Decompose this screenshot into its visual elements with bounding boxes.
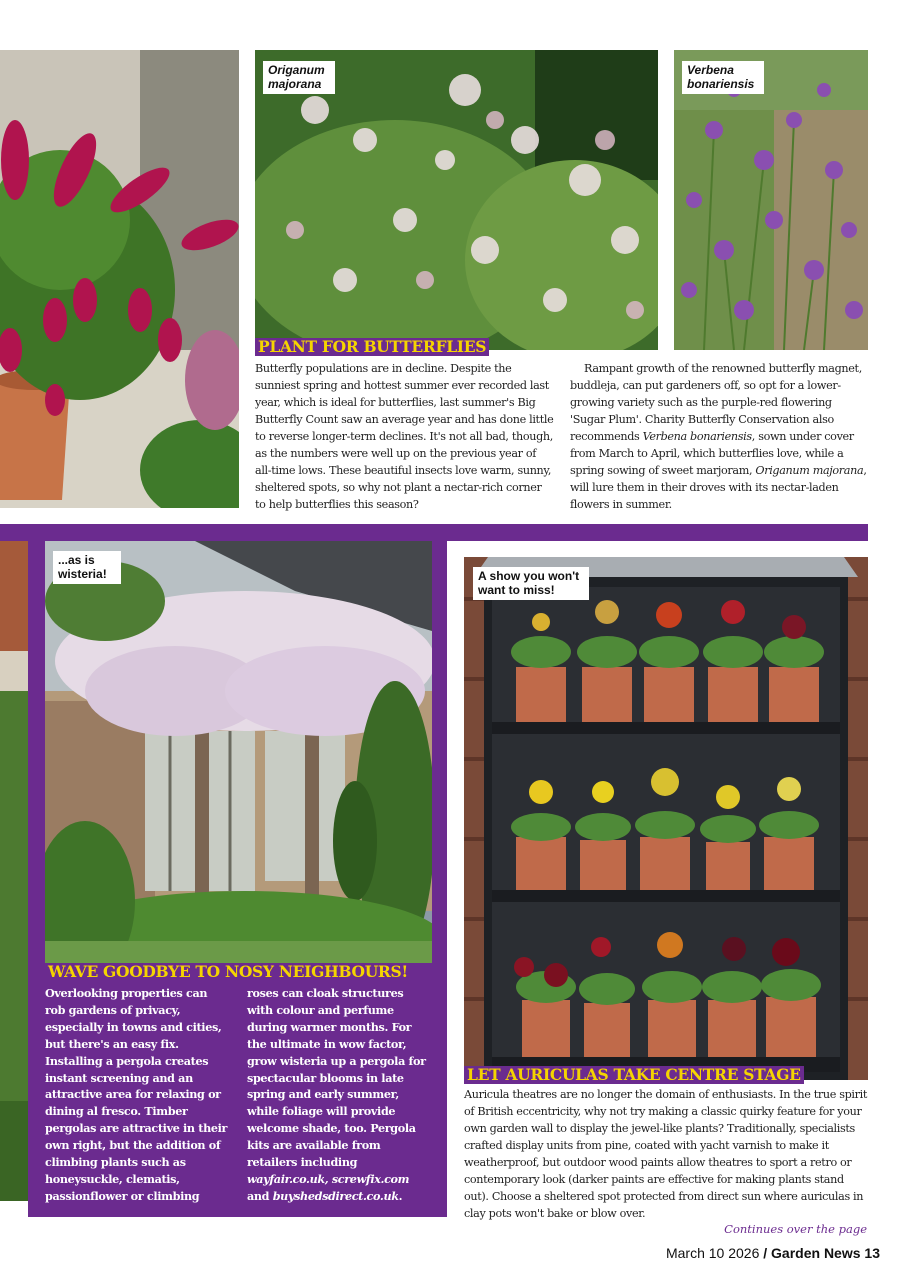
wisteria-col2-body: roses can cloak structures with colour and perfume during warmer months. For the ultimate in wow factor, grow wisteria up a pergola for spectacular blooms in late spring and early summer, while foliage will provide welcome shade, too. Pergola kits are available from retailers including [247,986,426,1170]
wisteria-col2-end: . [398,1188,403,1203]
butterflies-col2-part3: , will lure them in their droves with its nectar-laden flowers in summer. [570,464,867,511]
wisteria-headline: WAVE GOODBYE TO NOSY NEIGHBOURS! [45,963,411,981]
wisteria-col1 [45,985,230,1205]
auricula-theatre-photo [464,557,868,1080]
butterflies-col1 [255,360,555,513]
auricula-body [464,1086,868,1222]
wisteria-col2-and: and [247,1188,273,1203]
butterflies-col2-em1: Verbena bonariensis [642,430,752,443]
publication-name: Garden News [771,1245,861,1261]
footer-separator: / [763,1245,768,1261]
butterflies-col2-part1: Rampant growth of the renowned butterfly magnet, buddleja, can put gardeners off, so opt for a lower-growing variety such as the purple-red flowering 'Sugar Plum'. Charity Butterfly Conservation also recommends [570,362,862,443]
verbena-photo [674,50,868,350]
wisteria-col2 [247,985,432,1205]
wisteria-caption: ...as is wisteria! [53,551,121,584]
continues-note: Continues over the page [724,1222,867,1236]
verbena-caption: Verbena bonariensis [682,61,764,94]
origanum-photo [255,50,658,350]
auricula-body-text: Auricula theatres are no longer the domain of enthusiasts. In the true spirit of British eccentricity, why not try making a classic quirky feature for your own garden wall to display the jewel-like plants? Traditionally, specialists crafted display units from pine, coated with yacht varnish to make it weatherproof, but outdoor wood paints allow theatres to sport a retro or contemporary look (darker paints are effective for making plants stand out). Choose a sheltered spot protected from direct sun where auriculas in clay pots won't bake or blow over. [464,1088,868,1220]
section-divider-bar [0,524,868,541]
retailer-link-last: buyshedsdirect.co.uk [272,1188,399,1203]
butterflies-col2-text [570,360,868,513]
left-edge-photo [0,541,28,1201]
page-footer [666,1245,880,1261]
butterflies-col2 [570,360,868,513]
auricula-headline: LET AURICULAS TAKE CENTRE STAGE [464,1066,804,1084]
issue-date: March 10 2026 [665,1245,760,1261]
auricula-caption: A show you won't want to miss! [473,567,589,600]
wisteria-col2-text [247,985,432,1205]
wisteria-photo [45,541,432,963]
butterflies-col2-em2: Origanum majorana [755,464,864,477]
butterflies-headline: PLANT FOR BUTTERFLIES [255,338,489,356]
page-number: 13 [864,1245,880,1261]
butterflies-col1-text: Butterfly populations are in decline. Despite the sunniest spring and hottest summer ever recorded last year, which is ideal for butterflies, last summer's Big Butterfly Count saw an average year and has done little to reverse longer-term declines. It's not all bad, though, as the numbers were well up on the previous year of all-time lows. These beautiful insects love warm, sunny, sheltered spots, so why not plant a nectar-rich corner to help butterflies this season? [255,362,554,511]
buddleja-photo [0,50,239,508]
butterflies-col2-part2: , sown under cover from March to April, which butterflies love, while a spring sowing of sweet marjoram, [570,430,854,477]
retailer-links: wayfair.co.uk, screwfix.com [247,1171,410,1186]
origanum-caption: Origanum majorana [263,61,335,94]
wisteria-col1-text: Overlooking properties can rob gardens of privacy, especially in towns and cities, but there's an easy fix. Installing a pergola creates instant screening and an attractive area for relaxing or dining al fresco. Timber pergolas are attractive in their own right, but the addition of climbing plants such as honeysuckle, clematis, passionflower or climbing [45,986,228,1203]
